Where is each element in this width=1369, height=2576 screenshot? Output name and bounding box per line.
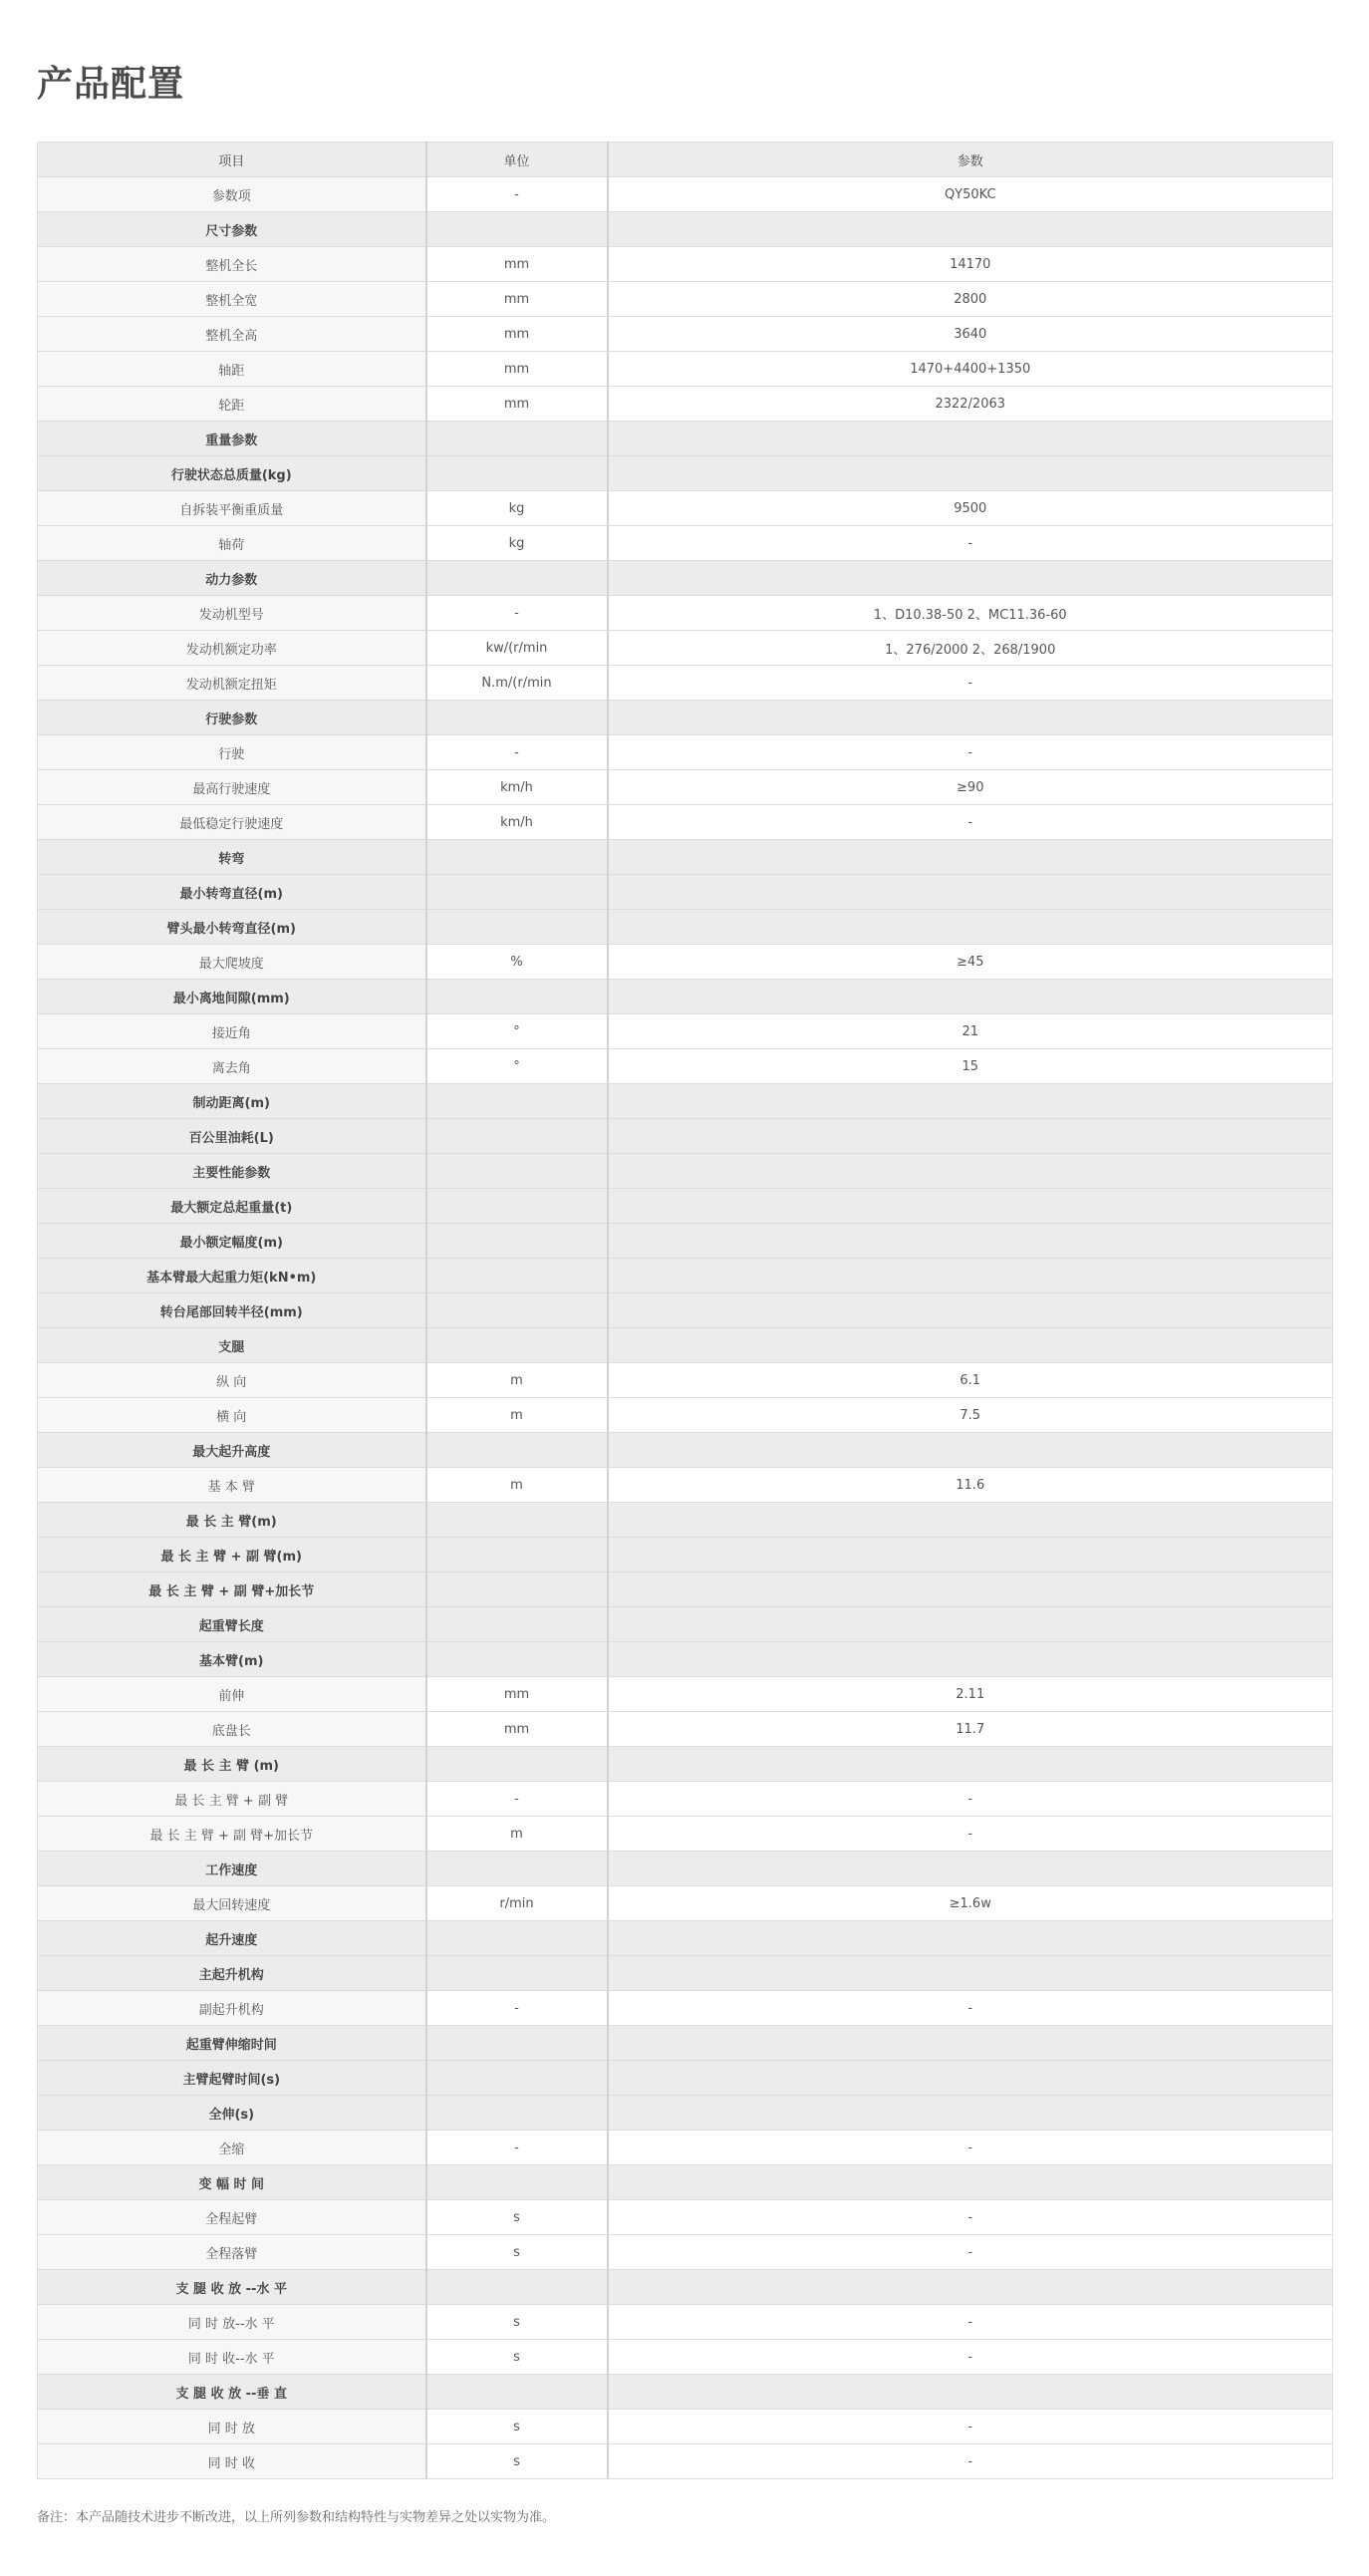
row-value [608, 910, 1333, 945]
row-unit [426, 1224, 608, 1259]
section-row [38, 1921, 1333, 1956]
row-value: 3640 [608, 317, 1333, 352]
header-unit: 单位 [426, 143, 608, 177]
row-name: 底盘长 [38, 1712, 426, 1747]
row-name: 支 腿 收 放 --水 平 [38, 2270, 426, 2305]
row-name: 臂头最小转弯直径(m) [38, 910, 426, 945]
row-unit [426, 2270, 608, 2305]
row-name: 全程落臂 [38, 2235, 426, 2270]
table-row [38, 177, 1333, 212]
row-unit [426, 2061, 608, 2096]
row-name: 纵 向 [38, 1363, 426, 1398]
row-value [608, 980, 1333, 1014]
table-row [38, 1817, 1333, 1852]
table-row [38, 2200, 1333, 2235]
table-row [38, 631, 1333, 666]
row-unit [426, 1921, 608, 1956]
row-name: 制动距离(m) [38, 1084, 426, 1119]
row-name: 最小转弯直径(m) [38, 875, 426, 910]
row-name: 全程起臂 [38, 2200, 426, 2235]
section-row [38, 1189, 1333, 1224]
table-row [38, 945, 1333, 980]
row-unit: mm [426, 317, 608, 352]
row-name: 发动机额定扭矩 [38, 666, 426, 701]
row-value: - [608, 1817, 1333, 1852]
table-row [38, 1363, 1333, 1398]
table-row [38, 247, 1333, 282]
table-row [38, 2444, 1333, 2479]
row-value [608, 1328, 1333, 1363]
row-value: 2800 [608, 282, 1333, 317]
row-name: 变 幅 时 间 [38, 2165, 426, 2200]
section-row [38, 2026, 1333, 2061]
table-row [38, 317, 1333, 352]
row-unit [426, 1084, 608, 1119]
row-value: 14170 [608, 247, 1333, 282]
row-value [608, 561, 1333, 596]
row-value: 1470+4400+1350 [608, 352, 1333, 387]
row-value: - [608, 2444, 1333, 2479]
row-unit [426, 910, 608, 945]
table-row [38, 491, 1333, 526]
row-value [608, 2026, 1333, 2061]
row-value: - [608, 805, 1333, 840]
row-unit: kg [426, 526, 608, 561]
row-value [608, 2165, 1333, 2200]
row-name: 最小离地间隙(mm) [38, 980, 426, 1014]
row-value [608, 1642, 1333, 1677]
row-name: 转台尾部回转半径(mm) [38, 1293, 426, 1328]
section-row [38, 2061, 1333, 2096]
table-row [38, 1782, 1333, 1817]
row-value: - [608, 666, 1333, 701]
row-name: 最高行驶速度 [38, 770, 426, 805]
row-value: - [608, 2340, 1333, 2375]
header-value: 参数 [608, 143, 1333, 177]
row-name: 最大回转速度 [38, 1886, 426, 1921]
row-name: 接近角 [38, 1014, 426, 1049]
row-unit [426, 422, 608, 456]
row-value: - [608, 735, 1333, 770]
row-name: 全伸(s) [38, 2096, 426, 2131]
row-name: 离去角 [38, 1049, 426, 1084]
row-unit [426, 701, 608, 735]
row-name: 行驶状态总质量(kg) [38, 456, 426, 491]
row-value: 21 [608, 1014, 1333, 1049]
row-value [608, 2061, 1333, 2096]
row-value: 1、D10.38-50 2、MC11.36-60 [608, 596, 1333, 631]
row-unit [426, 2026, 608, 2061]
section-row [38, 2270, 1333, 2305]
row-unit: % [426, 945, 608, 980]
row-value: QY50KC [608, 177, 1333, 212]
section-row [38, 1293, 1333, 1328]
row-name: 整机全宽 [38, 282, 426, 317]
table-row [38, 526, 1333, 561]
section-row [38, 1154, 1333, 1189]
table-row [38, 735, 1333, 770]
row-unit: m [426, 1363, 608, 1398]
row-unit [426, 1956, 608, 1991]
table-row [38, 1712, 1333, 1747]
section-row [38, 1119, 1333, 1154]
row-value [608, 1154, 1333, 1189]
table-row [38, 352, 1333, 387]
table-row [38, 1014, 1333, 1049]
row-name: 工作速度 [38, 1852, 426, 1886]
table-row [38, 1049, 1333, 1084]
row-unit [426, 2165, 608, 2200]
table-row [38, 666, 1333, 701]
row-unit: mm [426, 387, 608, 422]
row-name: 动力参数 [38, 561, 426, 596]
row-unit [426, 2096, 608, 2131]
row-name: 最 长 主 臂 (m) [38, 1747, 426, 1782]
section-row [38, 1433, 1333, 1468]
row-unit [426, 561, 608, 596]
row-name: 发动机型号 [38, 596, 426, 631]
section-row [38, 1747, 1333, 1782]
table-row [38, 1991, 1333, 2026]
row-value: ≥90 [608, 770, 1333, 805]
row-name: 起升速度 [38, 1921, 426, 1956]
header-item: 项目 [38, 143, 426, 177]
row-value [608, 1433, 1333, 1468]
row-unit [426, 1852, 608, 1886]
section-row [38, 1259, 1333, 1293]
row-value [608, 2375, 1333, 2410]
row-unit [426, 1642, 608, 1677]
row-unit: s [426, 2305, 608, 2340]
table-row [38, 596, 1333, 631]
row-value [608, 701, 1333, 735]
section-row [38, 980, 1333, 1014]
row-value: - [608, 2305, 1333, 2340]
row-unit: - [426, 1782, 608, 1817]
row-unit: N.m/(r/min [426, 666, 608, 701]
row-value: 7.5 [608, 1398, 1333, 1433]
row-name: 自拆装平衡重质量 [38, 491, 426, 526]
section-row [38, 1956, 1333, 1991]
row-name: 最大起升高度 [38, 1433, 426, 1468]
row-value [608, 1503, 1333, 1538]
table-row [38, 1468, 1333, 1503]
row-name: 最低稳定行驶速度 [38, 805, 426, 840]
section-row [38, 1642, 1333, 1677]
section-row [38, 456, 1333, 491]
row-unit: mm [426, 1712, 608, 1747]
row-name: 起重臂长度 [38, 1607, 426, 1642]
row-unit: s [426, 2410, 608, 2444]
row-unit: km/h [426, 805, 608, 840]
row-name: 参数项 [38, 177, 426, 212]
row-unit [426, 1573, 608, 1607]
table-row [38, 770, 1333, 805]
section-row [38, 422, 1333, 456]
row-name: 轴荷 [38, 526, 426, 561]
row-value: 11.7 [608, 1712, 1333, 1747]
row-value: 1、276/2000 2、268/1900 [608, 631, 1333, 666]
row-name: 同 时 放 [38, 2410, 426, 2444]
row-name: 最 长 主 臂(m) [38, 1503, 426, 1538]
row-unit: - [426, 735, 608, 770]
section-row [38, 2165, 1333, 2200]
row-value: - [608, 1782, 1333, 1817]
row-value [608, 1189, 1333, 1224]
row-value [608, 1607, 1333, 1642]
section-row [38, 701, 1333, 735]
row-name: 同 时 放--水 平 [38, 2305, 426, 2340]
row-name: 尺寸参数 [38, 212, 426, 247]
table-header-row [38, 143, 1333, 177]
section-row [38, 2096, 1333, 2131]
row-unit: mm [426, 1677, 608, 1712]
row-unit: ° [426, 1014, 608, 1049]
row-value [608, 1921, 1333, 1956]
section-row [38, 1328, 1333, 1363]
row-name: 全缩 [38, 2131, 426, 2165]
row-value: - [608, 1991, 1333, 2026]
row-name: 行驶参数 [38, 701, 426, 735]
row-name: 最小额定幅度(m) [38, 1224, 426, 1259]
section-row [38, 840, 1333, 875]
row-value: 2322/2063 [608, 387, 1333, 422]
table-row [38, 805, 1333, 840]
row-value [608, 1259, 1333, 1293]
row-value [608, 1852, 1333, 1886]
row-value: 9500 [608, 491, 1333, 526]
row-unit: - [426, 1991, 608, 2026]
row-name: 轮距 [38, 387, 426, 422]
page-title: 产品配置 [37, 64, 185, 105]
row-unit: r/min [426, 1886, 608, 1921]
row-name: 同 时 收 [38, 2444, 426, 2479]
row-value [608, 1084, 1333, 1119]
row-value: 11.6 [608, 1468, 1333, 1503]
row-unit: s [426, 2200, 608, 2235]
row-name: 最大额定总起重量(t) [38, 1189, 426, 1224]
row-name: 轴距 [38, 352, 426, 387]
row-unit: mm [426, 247, 608, 282]
row-unit [426, 1503, 608, 1538]
row-unit: m [426, 1468, 608, 1503]
row-value [608, 1224, 1333, 1259]
row-value [608, 1573, 1333, 1607]
row-value [608, 456, 1333, 491]
row-name: 主起升机构 [38, 1956, 426, 1991]
row-unit [426, 212, 608, 247]
row-name: 最 长 主 臂 + 副 臂 [38, 1782, 426, 1817]
row-name: 行驶 [38, 735, 426, 770]
row-value [608, 2096, 1333, 2131]
row-name: 整机全高 [38, 317, 426, 352]
row-name: 主臂起臂时间(s) [38, 2061, 426, 2096]
row-unit: s [426, 2444, 608, 2479]
row-name: 前伸 [38, 1677, 426, 1712]
row-value [608, 875, 1333, 910]
row-unit [426, 1328, 608, 1363]
row-unit [426, 1119, 608, 1154]
table-row [38, 387, 1333, 422]
row-name: 最大爬坡度 [38, 945, 426, 980]
section-row [38, 1503, 1333, 1538]
section-row [38, 1852, 1333, 1886]
section-row [38, 1607, 1333, 1642]
section-row [38, 561, 1333, 596]
row-value: ≥45 [608, 945, 1333, 980]
row-value: - [608, 526, 1333, 561]
row-unit: kw/(r/min [426, 631, 608, 666]
row-unit [426, 456, 608, 491]
footnote: 备注：本产品随技术进步不断改进，以上所列参数和结构特性与实物差异之处以实物为准。 [37, 2510, 556, 2525]
section-row [38, 1573, 1333, 1607]
row-name: 主要性能参数 [38, 1154, 426, 1189]
table-row [38, 1398, 1333, 1433]
table-row [38, 2410, 1333, 2444]
row-unit: - [426, 2131, 608, 2165]
row-unit [426, 875, 608, 910]
row-name: 基 本 臂 [38, 1468, 426, 1503]
table-row [38, 1677, 1333, 1712]
row-unit: - [426, 177, 608, 212]
row-unit: mm [426, 282, 608, 317]
row-name: 基本臂最大起重力矩(kN•m) [38, 1259, 426, 1293]
row-unit: m [426, 1817, 608, 1852]
row-unit [426, 1293, 608, 1328]
section-row [38, 1084, 1333, 1119]
section-row [38, 1224, 1333, 1259]
table-row [38, 2340, 1333, 2375]
row-value: - [608, 2410, 1333, 2444]
row-name: 同 时 收--水 平 [38, 2340, 426, 2375]
row-unit [426, 1189, 608, 1224]
row-unit [426, 980, 608, 1014]
section-row [38, 2375, 1333, 2410]
row-unit [426, 1607, 608, 1642]
table-row [38, 2235, 1333, 2270]
row-name: 横 向 [38, 1398, 426, 1433]
row-unit: s [426, 2340, 608, 2375]
row-value [608, 422, 1333, 456]
row-name: 副起升机构 [38, 1991, 426, 2026]
section-row [38, 1538, 1333, 1573]
row-name: 最 长 主 臂 + 副 臂+加长节 [38, 1573, 426, 1607]
row-name: 基本臂(m) [38, 1642, 426, 1677]
row-unit: m [426, 1398, 608, 1433]
row-name: 整机全长 [38, 247, 426, 282]
section-row [38, 212, 1333, 247]
row-unit [426, 1259, 608, 1293]
row-value: 15 [608, 1049, 1333, 1084]
row-unit [426, 1747, 608, 1782]
row-unit: ° [426, 1049, 608, 1084]
spec-table-body [38, 177, 1333, 2479]
row-value [608, 1747, 1333, 1782]
row-value: 2.11 [608, 1677, 1333, 1712]
row-name: 重量参数 [38, 422, 426, 456]
row-name: 发动机额定功率 [38, 631, 426, 666]
row-unit [426, 840, 608, 875]
row-value [608, 212, 1333, 247]
row-unit: - [426, 596, 608, 631]
table-row [38, 282, 1333, 317]
row-name: 支腿 [38, 1328, 426, 1363]
row-unit: km/h [426, 770, 608, 805]
section-row [38, 910, 1333, 945]
row-value [608, 1293, 1333, 1328]
row-name: 最 长 主 臂 + 副 臂(m) [38, 1538, 426, 1573]
table-row [38, 1886, 1333, 1921]
row-value: - [608, 2235, 1333, 2270]
row-value [608, 1119, 1333, 1154]
row-name: 起重臂伸缩时间 [38, 2026, 426, 2061]
row-name: 最 长 主 臂 + 副 臂+加长节 [38, 1817, 426, 1852]
section-row [38, 875, 1333, 910]
row-value: ≥1.6w [608, 1886, 1333, 1921]
row-unit [426, 2375, 608, 2410]
row-name: 百公里油耗(L) [38, 1119, 426, 1154]
row-value [608, 1538, 1333, 1573]
row-unit: s [426, 2235, 608, 2270]
table-row [38, 2131, 1333, 2165]
row-unit [426, 1154, 608, 1189]
row-unit: kg [426, 491, 608, 526]
row-name: 转弯 [38, 840, 426, 875]
table-row [38, 2305, 1333, 2340]
row-unit [426, 1538, 608, 1573]
row-value [608, 1956, 1333, 1991]
row-unit: mm [426, 352, 608, 387]
row-name: 支 腿 收 放 --垂 直 [38, 2375, 426, 2410]
row-value: 6.1 [608, 1363, 1333, 1398]
row-value [608, 840, 1333, 875]
row-value: - [608, 2200, 1333, 2235]
row-value: - [608, 2131, 1333, 2165]
row-unit [426, 1433, 608, 1468]
row-value [608, 2270, 1333, 2305]
spec-table [37, 142, 1333, 2479]
